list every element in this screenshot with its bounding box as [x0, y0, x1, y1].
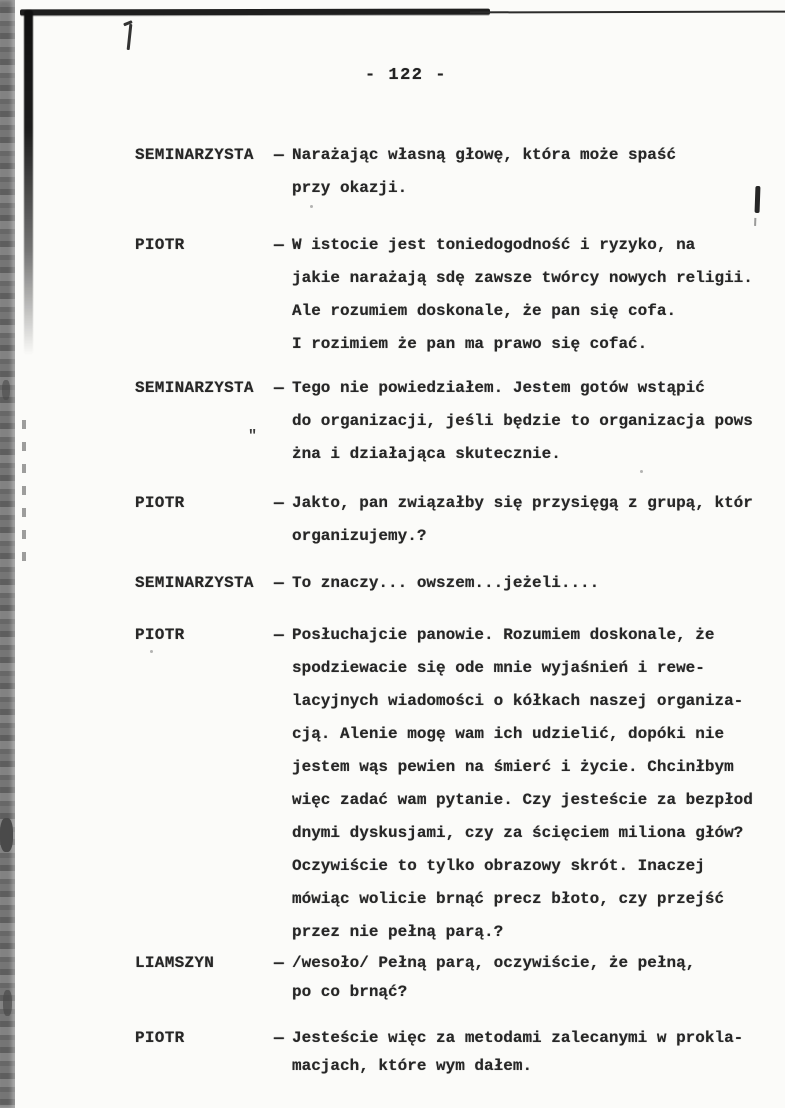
- speech-line: przy okazji.: [292, 179, 408, 197]
- dialogue-dash-icon: –: [272, 626, 286, 644]
- dialogue-dash-icon: –: [272, 236, 286, 254]
- dialogue-dash-icon: –: [272, 1029, 286, 1047]
- speaker-name: PIOTR: [135, 494, 185, 512]
- pen-mark: [127, 24, 133, 50]
- speech-line: Jesteście więc za metodami zalecanymi w prokla-: [292, 1029, 744, 1047]
- speech-line: do organizacji, jeśli będzie to organizacja pows: [292, 412, 753, 430]
- stray-quote-mark: ": [248, 428, 258, 445]
- speaker-name: PIOTR: [135, 1029, 185, 1047]
- speaker-name: SEMINARZYSTA: [135, 574, 254, 592]
- page-left-border: [24, 10, 33, 355]
- speech-line: Posłuchajcie panowie. Rozumiem doskonale, że: [292, 626, 715, 644]
- speaker-name: SEMINARZYSTA: [135, 146, 254, 164]
- speech-line: żna i działająca skutecznie.: [292, 445, 561, 463]
- scan-streak: [22, 420, 26, 570]
- speech-line: cją. Alenie mogę wam ich udzielić, dopóki nie: [292, 725, 725, 743]
- speech-line: jakie narażają sdę zawsze twórcy nowych religii.: [292, 269, 753, 287]
- speckle-dot: [310, 205, 313, 208]
- speech-line: więc zadać wam pytanie. Czy jesteście za bezpłod: [292, 791, 753, 809]
- scanner-edge-strip: [0, 0, 15, 1108]
- dialogue-dash-icon: –: [272, 494, 286, 512]
- speech-line: I rozimiem że pan ma prawo się cofać.: [292, 335, 648, 353]
- speech-line: macjach, które wym dałem.: [292, 1057, 533, 1075]
- speech-line: To znaczy... owszem...jeżeli....: [292, 574, 600, 592]
- speech-lines: [292, 1024, 772, 1080]
- speech-line: dnymi dyskusjami, czy za ścięciem miliona głów?: [292, 824, 744, 842]
- page-top-border: [20, 9, 490, 16]
- speech-line: /wesoło/ Pełną parą, oczywiście, że pełną,: [292, 954, 696, 972]
- dialogue-dash-icon: –: [272, 954, 286, 972]
- speech-line: Jakto, pan związałby się przysięgą z grupą, któr: [292, 494, 753, 512]
- page-top-border-thin: [470, 11, 785, 14]
- dialogue-dash-icon: –: [272, 379, 286, 397]
- speech-lines: [292, 487, 772, 553]
- speech-line: mówiąc wolicie brnąć precz błoto, czy przejść: [292, 890, 725, 908]
- speech-lines: [292, 949, 772, 1007]
- speech-line: Narażając własną głowę, która może spaść: [292, 146, 677, 164]
- dialogue-dash-icon: –: [272, 146, 286, 164]
- speech-line: spodziewacie się ode mnie wyjaśnień i rewe-: [292, 659, 705, 677]
- scan-blob: [2, 380, 10, 400]
- speaker-name: LIAMSZYN: [135, 954, 215, 972]
- page-number: - 122 -: [365, 66, 447, 85]
- speech-lines: [292, 372, 772, 471]
- speech-line: Tego nie powiedziałem. Jestem gotów wstąpić: [292, 379, 705, 397]
- scan-blob: [0, 818, 13, 852]
- scan-blob: [3, 990, 12, 1016]
- speaker-name: PIOTR: [135, 626, 185, 644]
- dialogue-dash-icon: –: [272, 574, 286, 592]
- speech-line: organizujemy.?: [292, 527, 427, 545]
- speech-lines: [292, 139, 772, 205]
- speech-lines: [292, 619, 772, 949]
- speech-line: Ale rozumiem doskonale, że pan się cofa.: [292, 302, 677, 320]
- speech-line: W istocie jest toniedogodność i ryzyko, na: [292, 236, 696, 254]
- speech-line: przez nie pełną parą.?: [292, 923, 504, 941]
- speech-line: Oczywiście to tylko obrazowy skrót. Inaczej: [292, 857, 705, 875]
- speech-lines: [292, 567, 772, 600]
- speech-line: lacyjnych wiadomości o kółkach naszej organiza-: [292, 692, 744, 710]
- speech-line: jestem wąs pewien na śmierć i życie. Chcinłbym: [292, 758, 734, 776]
- speech-line: po co brnąć?: [292, 983, 408, 1001]
- speech-lines: [292, 229, 772, 361]
- speaker-name: SEMINARZYSTA: [135, 379, 254, 397]
- speaker-name: PIOTR: [135, 236, 185, 254]
